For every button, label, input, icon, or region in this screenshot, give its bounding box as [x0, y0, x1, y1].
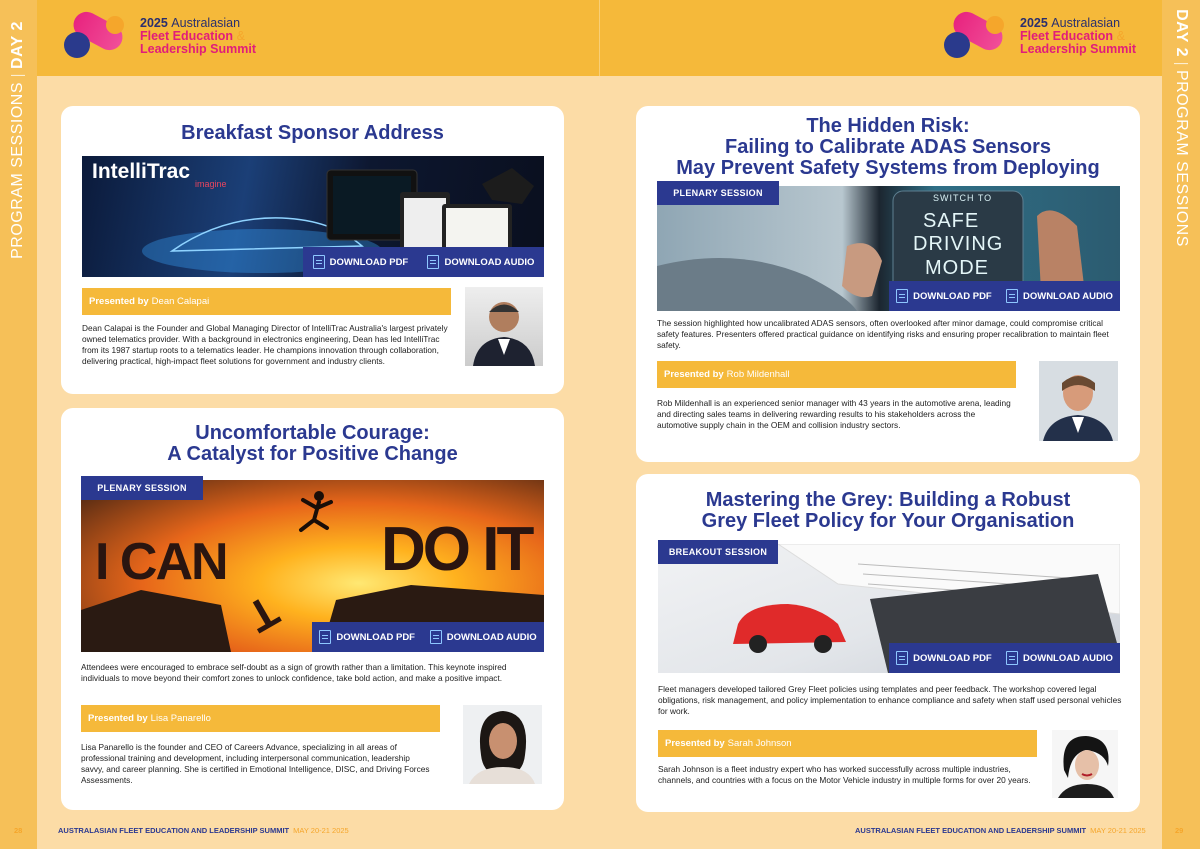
audio-file-icon — [1006, 651, 1018, 665]
download-pdf-button[interactable]: DOWNLOAD PDF — [319, 630, 415, 644]
session-tag: PLENARY SESSION — [657, 181, 779, 205]
audio-file-icon — [427, 255, 439, 269]
session-card-courage — [61, 408, 564, 810]
image-text-i-can: I CAN — [95, 533, 227, 591]
presenter-bio: Lisa Panarello is the founder and CEO of Careers Advance, specializing in all areas of professional training and development, including interpersonal communication, leadership savvy, and career planning. She is certified in Emotional Intelligence, DISC, and Driving Forces Assessments. — [81, 742, 430, 785]
session-title: The Hidden Risk: Failing to Calibrate ADAS Sensors May Prevent Safety Systems from Deploying — [676, 115, 1100, 179]
pdf-file-icon — [896, 651, 908, 665]
download-bar — [303, 247, 544, 277]
side-label: PROGRAM SESSIONSDAY 2 — [9, 21, 26, 259]
logo-mark-icon — [62, 14, 134, 58]
session-card-adas — [636, 106, 1140, 462]
presenter-bio: Rob Mildenhall is an experienced senior manager with 43 years in the automotive arena, leading and directing sales teams in delivering rewarding results to his stakeholders across the automotive supply chain in the OEM and collision industry sectors. — [657, 398, 1011, 430]
footer-title: AUSTRALASIAN FLEET EDUCATION AND LEADERSHIP SUMMIT MAY 20-21 2025 — [855, 826, 1146, 835]
session-description: Attendees were encouraged to embrace self-doubt as a sign of growth rather than a limitation. This keynote inspired individuals to move beyond their comfort zones to unlock confidence, take bold action, and make a positive impact. — [81, 662, 507, 683]
presenter-photo — [463, 705, 542, 784]
presenter-photo — [1052, 730, 1118, 798]
pdf-file-icon — [896, 289, 908, 303]
presenter-photo — [1039, 361, 1118, 441]
logo-mark-icon — [942, 14, 1014, 58]
session-title: Mastering the Grey: Building a Robust Grey Fleet Policy for Your Organisation — [701, 489, 1075, 532]
download-audio-button[interactable]: DOWNLOAD AUDIO — [427, 255, 534, 269]
footer-title: AUSTRALASIAN FLEET EDUCATION AND LEADERSHIP SUMMIT MAY 20-21 2025 — [58, 826, 349, 835]
presenter-bio: Dean Calapai is the Founder and Global Managing Director of IntelliTrac Australia's largest privately owned telematics provider. With a background in electronics engineering, Dean has led IntelliTrac from its 1987 startup roots to a telematics leader. He champions innovation through collaboration, delivering practical, high-impact fleet solutions for government and industry clients. — [82, 323, 448, 366]
i-can-do-it-image — [81, 480, 544, 652]
presenter-bar: Presented by Rob Mildenhall — [657, 361, 1016, 388]
session-title: Uncomfortable Courage: A Catalyst for Positive Change — [167, 422, 458, 465]
image-text-mode: MODE — [925, 257, 989, 279]
download-bar — [889, 281, 1120, 311]
intellitrac-tagline: imagine — [195, 179, 227, 189]
download-pdf-button[interactable]: DOWNLOAD PDF — [313, 255, 409, 269]
side-strip — [1162, 0, 1200, 849]
presenter-bar: Presented by Lisa Panarello — [81, 705, 440, 732]
image-text-fallen-t: T — [238, 585, 287, 642]
page-number: 29 — [1175, 826, 1184, 835]
download-bar — [889, 643, 1120, 673]
session-description: Fleet managers developed tailored Grey Fleet policies using templates and peer feedback. The workshop covered legal obligations, risk management, and policy implementation to enhance compliance and safety when staff used personal vehicles for work. — [658, 684, 1122, 716]
session-tag: PLENARY SESSION — [81, 476, 203, 500]
download-audio-button[interactable]: DOWNLOAD AUDIO — [430, 630, 537, 644]
audio-file-icon — [430, 630, 442, 644]
pdf-file-icon — [319, 630, 331, 644]
page-number: 28 — [14, 826, 23, 835]
download-audio-button[interactable]: DOWNLOAD AUDIO — [1006, 651, 1113, 665]
summit-logo: 2025 Australasian Fleet Education & Leadership Summit — [942, 14, 1136, 58]
summit-logo: 2025 Australasian Fleet Education & Leadership Summit — [62, 14, 256, 58]
image-text-switch-to: SWITCH TO — [933, 193, 993, 203]
presenter-bio: Sarah Johnson is a fleet industry expert who has worked successfully across multiple industries, channels, and countries with a focus on the Motor Vehicle industry in multiple forms for over 20 years. — [658, 764, 1031, 785]
download-bar — [312, 622, 544, 652]
session-card-breakfast — [61, 106, 564, 394]
presenter-bar: Presented by Dean Calapai — [82, 288, 451, 315]
side-label: DAY 2PROGRAM SESSIONS — [1173, 9, 1190, 247]
image-text-do-it: DO IT — [381, 515, 532, 584]
presenter-bar: Presented by Sarah Johnson — [658, 730, 1037, 757]
image-text-driving: DRIVING — [913, 233, 1004, 255]
intellitrac-banner — [82, 156, 544, 277]
session-title: Breakfast Sponsor Address — [181, 122, 444, 144]
intellitrac-logo-text: IntelliTrac — [92, 160, 191, 183]
session-card-grey-fleet — [636, 474, 1140, 812]
image-text-safe: SAFE — [923, 210, 980, 232]
download-audio-button[interactable]: DOWNLOAD AUDIO — [1006, 289, 1113, 303]
session-tag: BREAKOUT SESSION — [658, 540, 778, 564]
session-description: The session highlighted how uncalibrated ADAS sensors, often overlooked after minor damage, could compromise critical safety features. Presenters offered practical guidance on identifying risks and ensuring proper recalibration to maintain fleet safety. — [657, 318, 1109, 350]
pdf-file-icon — [313, 255, 325, 269]
download-pdf-button[interactable]: DOWNLOAD PDF — [896, 289, 992, 303]
right-page — [600, 0, 1200, 849]
side-strip — [0, 0, 37, 849]
presenter-photo — [465, 287, 543, 366]
audio-file-icon — [1006, 289, 1018, 303]
download-pdf-button[interactable]: DOWNLOAD PDF — [896, 651, 992, 665]
